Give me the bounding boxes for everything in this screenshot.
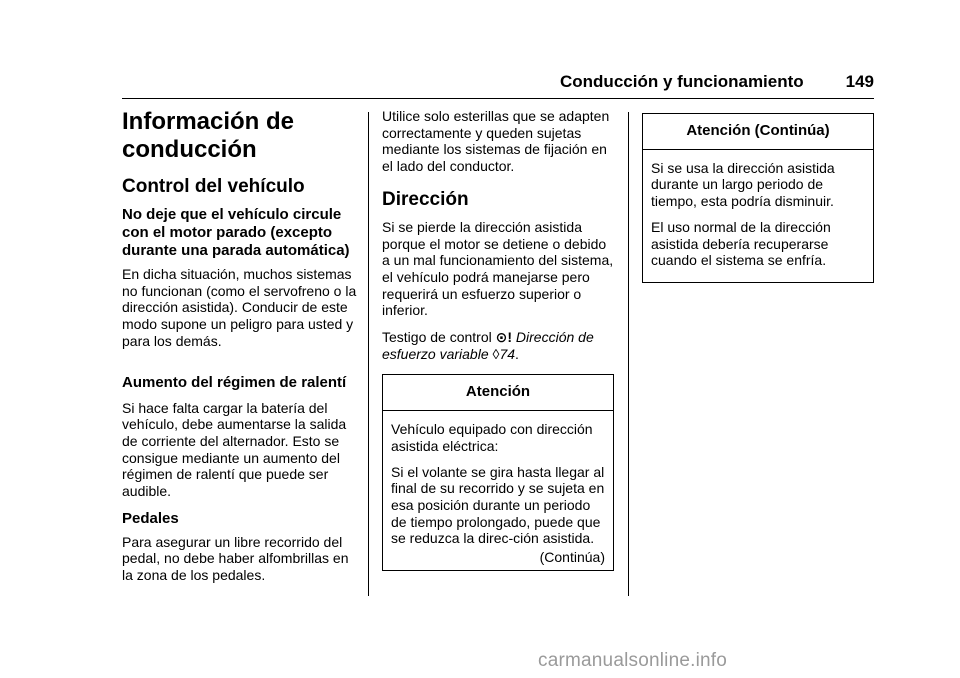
- page-title: Información de conducción: [122, 108, 295, 163]
- heading-idle-speed: Aumento del régimen de ralentí: [122, 373, 347, 391]
- header-rule: [122, 98, 874, 99]
- paragraph: En dicha situación, muchos sistemas no funcionan (como el servofreno o la dirección asistida). Conducir de este modo supone un peligro para usted y para los demás.: [122, 266, 357, 349]
- page-ref-icon: ◊: [492, 345, 500, 362]
- column-2: [382, 108, 614, 571]
- paragraph: Si hace falta cargar la batería del vehículo, debe aumentarse la salida de corriente del alternador. Esto se consigue mediante un aumento del régimen de ralentí que puede ser audible.: [122, 399, 347, 500]
- section-title: Conducción y funcionamiento: [560, 72, 804, 91]
- heading-steering: Dirección: [382, 188, 469, 210]
- caution-text: El uso normal de la dirección asistida debería recuperarse cuando el sistema se enfría.: [651, 218, 831, 269]
- watermark: carmanualsonline.info: [538, 650, 728, 671]
- caution-box-continued: [642, 113, 874, 283]
- column-divider: [628, 112, 629, 596]
- caution-text: Si el volante se gira hasta llegar al final de su recorrido y se sujeta en esa posición durante un periodo de tiempo prolongado, puede que se reduzca la direc-ción asistida.: [391, 463, 605, 547]
- column-1: [122, 108, 358, 594]
- caution-text: Vehículo equipado con dirección asistida eléctrica:: [391, 421, 593, 454]
- caution-title: Atención: [383, 375, 613, 411]
- indicator-reference: [382, 329, 614, 362]
- column-divider: [368, 112, 369, 596]
- indicator-label: Testigo de control: [382, 329, 492, 346]
- ref-end: .: [515, 345, 519, 362]
- xref-link[interactable]: Dirección de esfuerzo variable: [382, 329, 594, 362]
- caution-title: Atención (Continúa): [643, 114, 873, 150]
- page-header: [560, 72, 874, 92]
- heading-vehicle-control: Control del vehículo: [122, 176, 305, 197]
- paragraph: Para asegurar un libre recorrido del pedal, no debe haber alfombrillas en la zona de los pedales.: [122, 533, 349, 584]
- continued-label: (Continúa): [539, 549, 605, 566]
- steering-warning-icon: ⊙!: [495, 329, 513, 346]
- caution-box: [382, 374, 614, 570]
- paragraph: Si se pierde la dirección asistida porque el motor se detiene o debido a un mal funcionamiento del sistema, el vehículo podrá manejarse pero requerirá un esfuerzo superior o inferior.: [382, 218, 614, 319]
- page-number: 149: [845, 72, 874, 91]
- warning-heading: No deje que el vehículo circule con el motor parado (excepto durante una parada automática): [122, 206, 350, 259]
- page-ref[interactable]: 74: [499, 345, 516, 362]
- column-3: [642, 113, 874, 283]
- heading-pedals: Pedales: [122, 509, 179, 527]
- caution-text: Si se usa la dirección asistida durante un largo periodo de tiempo, esta podría disminuir.: [651, 159, 835, 210]
- paragraph: Utilice solo esterillas que se adapten correctamente y queden sujetas mediante los sistemas de fijación en el lado del conductor.: [382, 108, 610, 175]
